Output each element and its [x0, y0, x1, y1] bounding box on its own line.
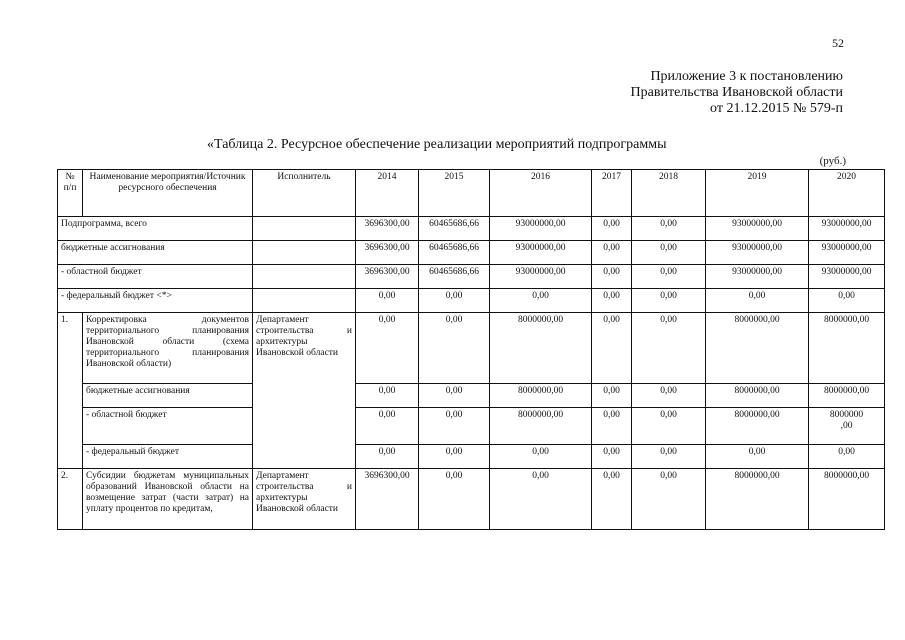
value-cell: 0,00	[419, 384, 490, 408]
value-cell: 0,00	[632, 408, 706, 445]
value-cell: 0,00	[632, 384, 706, 408]
value-cell: 93000000,00	[809, 265, 885, 289]
value-cell: 8000000,00	[809, 469, 885, 530]
header-cell: 2019	[706, 170, 809, 217]
value-cell: 0,00	[356, 384, 419, 408]
header-cell: Исполнитель	[253, 170, 356, 217]
value-cell: 60465686,66	[419, 241, 490, 265]
row-label: бюджетные ассигнования	[83, 384, 253, 408]
value-cell: 0,00	[592, 241, 632, 265]
value-cell: 3696300,00	[356, 265, 419, 289]
value-cell: 93000000,00	[490, 265, 592, 289]
value-cell: 0,00	[592, 313, 632, 384]
value-cell: 0,00	[490, 445, 592, 469]
summary-row	[58, 217, 885, 241]
row-label: бюджетные ассигнования	[58, 241, 253, 265]
row-label: - областной бюджет	[83, 408, 253, 445]
value-cell: 0,00	[419, 469, 490, 530]
value-cell: 3696300,00	[356, 217, 419, 241]
header-cell: 2018	[632, 170, 706, 217]
summary-row	[58, 289, 885, 313]
header-cell: № п/п	[58, 170, 83, 217]
value-cell: 0,00	[632, 289, 706, 313]
value-cell: 93000000,00	[809, 241, 885, 265]
value-cell: 93000000,00	[490, 217, 592, 241]
value-cell: 8000000,00	[706, 313, 809, 384]
value-cell: 0,00	[632, 445, 706, 469]
header-cell: 2016	[490, 170, 592, 217]
value-cell: 0,00	[592, 217, 632, 241]
value-cell: 0,00	[632, 217, 706, 241]
sub-row	[58, 384, 885, 408]
summary-row	[58, 241, 885, 265]
item-number: 2.	[58, 469, 83, 530]
value-cell: 0,00	[706, 445, 809, 469]
value-cell: 0,00	[356, 313, 419, 384]
header-cell: 2020	[809, 170, 885, 217]
item-executor: Департамент строительства и архитектуры Ивановской области	[253, 313, 356, 469]
annex-line-2: Правительства Ивановской области	[630, 85, 843, 100]
empty-cell	[253, 289, 356, 313]
value-cell: 0,00	[356, 408, 419, 445]
resource-table	[57, 169, 885, 530]
sub-row	[58, 445, 885, 469]
value-cell: 8000000,00	[706, 469, 809, 530]
row-label: Подпрограмма, всего	[58, 217, 253, 241]
value-cell: 93000000,00	[706, 241, 809, 265]
header-cell: Наименование мероприятия/Источник ресурсного обеспечения	[83, 170, 253, 217]
table-title: «Таблица 2. Ресурсное обеспечение реализации мероприятий подпрограммы	[207, 137, 667, 152]
value-cell: 0,00	[592, 408, 632, 445]
value-cell: 0,00	[809, 289, 885, 313]
value-cell: 0,00	[419, 408, 490, 445]
value-cell: 0,00	[490, 469, 592, 530]
row-label: - областной бюджет	[58, 265, 253, 289]
value-cell: 0,00	[419, 289, 490, 313]
value-cell: 0,00	[592, 445, 632, 469]
header-cell: 2015	[419, 170, 490, 217]
header-cell: 2014	[356, 170, 419, 217]
value-cell: 0,00	[809, 445, 885, 469]
item-name: Субсидии бюджетам муниципальных образований Ивановской области на возмещение затрат (части затрат) на уплату процентов по кредитам,	[83, 469, 253, 530]
value-cell: 0,00	[706, 289, 809, 313]
item-executor: Департамент строительства и архитектуры Ивановской области	[253, 469, 356, 530]
value-cell: 0,00	[419, 445, 490, 469]
value-cell: 0,00	[356, 445, 419, 469]
value-cell: 0,00	[632, 469, 706, 530]
annex-line-3: от 21.12.2015 № 579-п	[710, 101, 843, 116]
item-row	[58, 469, 885, 530]
value-cell: 0,00	[592, 265, 632, 289]
value-cell: 8000000,00	[490, 384, 592, 408]
value-cell: 0,00	[632, 313, 706, 384]
value-cell: 0,00	[592, 384, 632, 408]
value-cell: 0,00	[592, 289, 632, 313]
page-number: 52	[832, 36, 844, 50]
value-cell: 0,00	[419, 313, 490, 384]
value-cell: 0,00	[632, 265, 706, 289]
empty-cell	[253, 217, 356, 241]
row-label: - федеральный бюджет <*>	[58, 289, 253, 313]
annex-line-1: Приложение 3 к постановлению	[650, 69, 843, 84]
value-cell: 3696300,00	[356, 241, 419, 265]
value-cell: 8000000 ,00	[809, 408, 885, 445]
value-cell: 0,00	[592, 469, 632, 530]
item-row	[58, 313, 885, 384]
value-cell: 8000000,00	[706, 408, 809, 445]
summary-row	[58, 265, 885, 289]
value-cell: 0,00	[356, 289, 419, 313]
value-cell: 0,00	[632, 241, 706, 265]
value-cell: 3696300,00	[356, 469, 419, 530]
value-cell: 0,00	[490, 289, 592, 313]
item-number: 1.	[58, 313, 83, 469]
value-cell: 8000000,00	[490, 408, 592, 445]
empty-cell	[253, 241, 356, 265]
value-cell: 93000000,00	[706, 217, 809, 241]
value-cell: 8000000,00	[809, 384, 885, 408]
value-cell: 60465686,66	[419, 265, 490, 289]
value-cell: 8000000,00	[706, 384, 809, 408]
row-label: - федеральный бюджет	[83, 445, 253, 469]
value-cell: 93000000,00	[706, 265, 809, 289]
value-cell: 8000000,00	[490, 313, 592, 384]
empty-cell	[253, 265, 356, 289]
value-cell: 93000000,00	[490, 241, 592, 265]
value-cell: 60465686,66	[419, 217, 490, 241]
sub-row	[58, 408, 885, 445]
value-cell: 93000000,00	[809, 217, 885, 241]
value-cell: 8000000,00	[809, 313, 885, 384]
header-cell: 2017	[592, 170, 632, 217]
annex-header	[631, 69, 843, 117]
header-row	[58, 170, 885, 217]
item-name: Корректировка документов территориального планирования Ивановской области (схема территориального планирования Ивановской области)	[83, 313, 253, 384]
currency-unit: (руб.)	[819, 155, 846, 167]
